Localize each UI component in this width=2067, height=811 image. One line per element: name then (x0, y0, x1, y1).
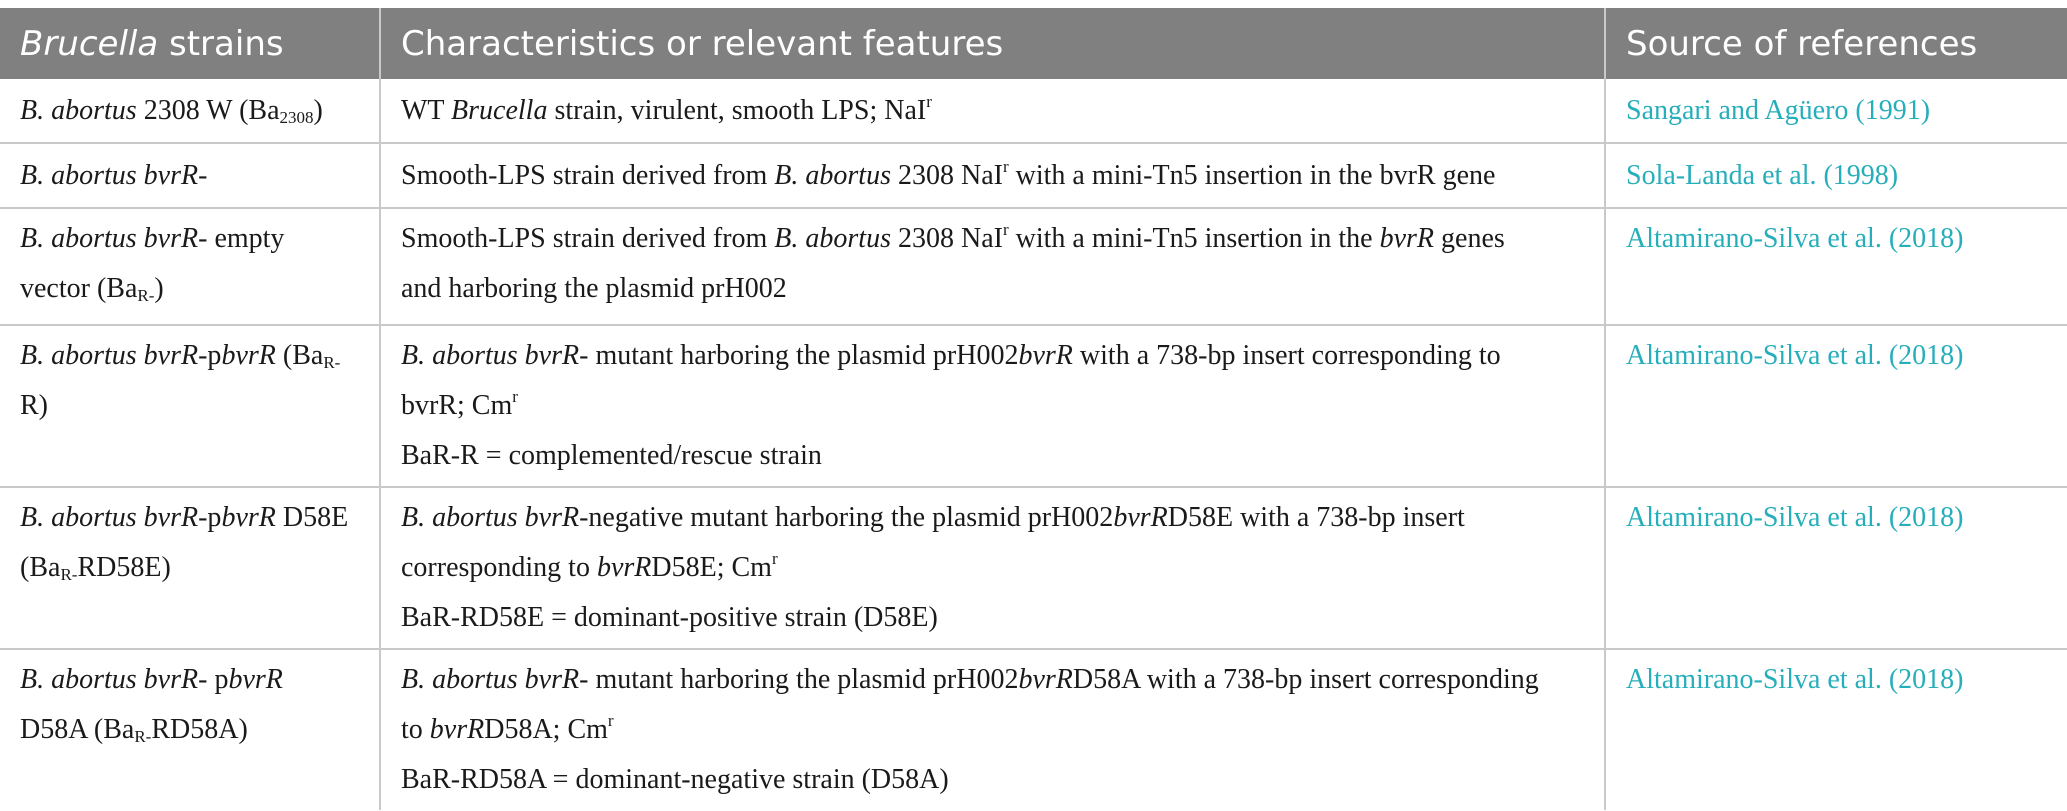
header-source: Source of references (1605, 8, 2067, 79)
reference-link[interactable]: Sola-Landa et al. (1998) (1605, 143, 2067, 208)
features-cell: Smooth-LPS strain derived from B. abortus 2308 NaI$^r$ with a mini-Tn5 insertion in the bvrR genes and harboring the plasmid prH002 (380, 208, 1605, 325)
strain-cell: B. abortus bvrR- (0, 143, 380, 208)
strain-cell: B. abortus 2308 W $(Ba_{2308})$ (0, 79, 380, 143)
table-row (0, 487, 2067, 649)
reference-link[interactable]: Altamirano-Silva et al. (2018) (1626, 664, 1964, 695)
reference-link[interactable]: Altamirano-Silva et al. (2018) (1605, 208, 2067, 325)
strain-cell: B. abortus bvrR-pbvrR D58E $(Ba_{R-}RD58E)$ (0, 487, 380, 649)
table-row (0, 325, 2067, 487)
table-header (0, 8, 2067, 79)
table-body (0, 79, 2067, 810)
features-cell: B. abortus bvrR- mutant harboring the plasmid prH002bvrR with a 738-bp insert corresponding to bvrR; Cm$^r$ BaR-R = complemented/rescue strain (380, 325, 1605, 487)
table-row (0, 649, 2067, 810)
strain-cell: B. abortus bvrR- pbvrR D58A $(Ba_{R-}RD58A)$ (0, 649, 380, 810)
header-row (0, 8, 2067, 79)
strains-table-container (0, 8, 2067, 810)
features-cell: WT Brucella strain, virulent, smooth LPS; NaI$^r$ (380, 79, 1605, 143)
reference-link[interactable]: Sangari and Agüero (1991) (1605, 79, 2067, 143)
table-row (0, 79, 2067, 143)
features-cell: B. abortus bvrR-negative mutant harboring the plasmid prH002bvrRD58E with a 738-bp insert corresponding to bvrRD58E; Cm$^r$ BaR-RD58E = dominant-positive strain (D58E) (380, 487, 1605, 649)
reference-link[interactable]: Altamirano-Silva et al. (2018) (1605, 487, 2067, 649)
brucella-strains-table (0, 8, 2067, 810)
header-strains: Brucella strains (0, 8, 380, 79)
header-characteristics: Characteristics or relevant features (380, 8, 1605, 79)
table-row (0, 143, 2067, 208)
strain-cell: B. abortus bvrR- empty vector $(Ba_{R-})$ (0, 208, 380, 325)
strain-cell: B. abortus bvrR-pbvrR ($Ba_{R-}$ R) (0, 325, 380, 487)
reference-link[interactable]: Altamirano-Silva et al. (2018) (1605, 325, 2067, 487)
features-cell: Smooth-LPS strain derived from B. abortus 2308 NaI$^r$ with a mini-Tn5 insertion in the bvrR gene (380, 143, 1605, 208)
features-cell: B. abortus bvrR- mutant harboring the plasmid prH002bvrRD58A with a 738-bp insert corresponding to bvrRD58A; Cm$^r$ BaR-RD58A = dominant-negative strain (D58A) (380, 649, 1605, 810)
table-row (0, 208, 2067, 325)
